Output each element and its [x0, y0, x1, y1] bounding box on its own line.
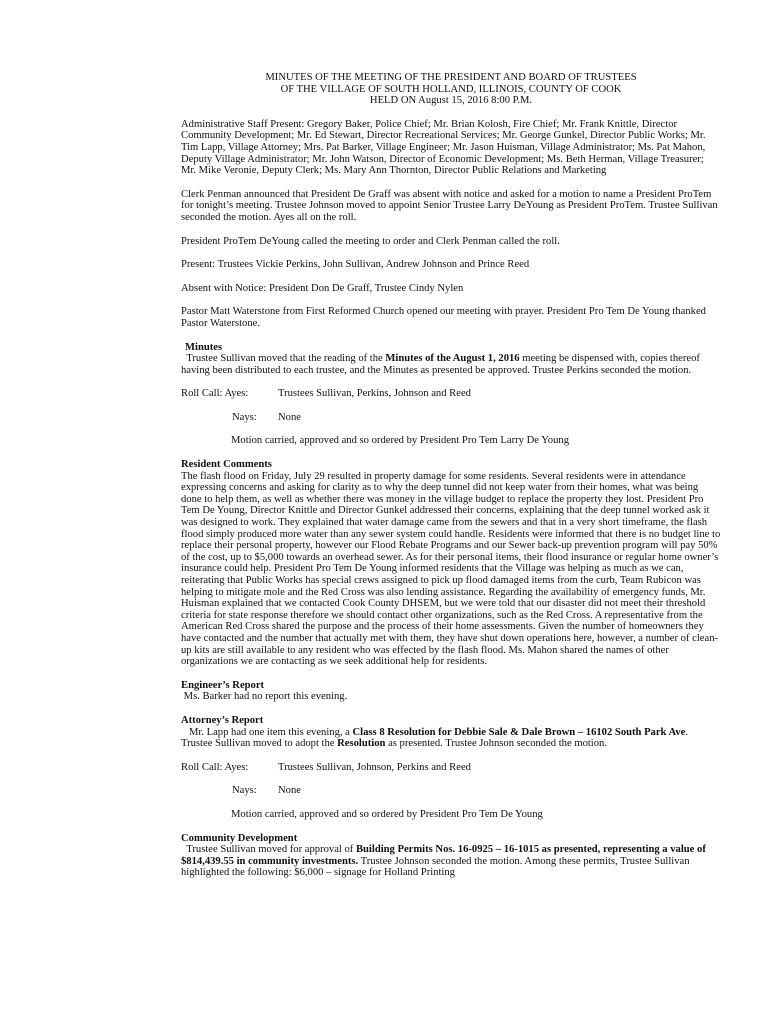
minutes-text-post: meeting be dispensed with, copies thereof having been distributed to each trustee, and the Minutes as presented be approved. Trustee Perkins seconded the motion.	[181, 353, 700, 376]
title-line-2: OF THE VILLAGE OF SOUTH HOLLAND, ILLINOIS, COUNTY OF COOK	[280, 83, 622, 95]
roll-call-ayes-label: Roll Call: Ayes:	[181, 388, 249, 400]
resident-comments-paragraph: The flash flood on Friday, July 29 resulted in property damage for some residents. Several residents were in attendance expressing concerns and asking for clarity as to why the deep tunnel did not keep water from their homes, what was being done to help them, as well as whether there was money in the village budget to replace the property they lost. President Pro Tem De Young, Director Knittle and Director Gunkel addressed their concerns, explaining that the deep tunnel worked ask it was designed to work. They explained that water damage came from the sewers and that in a very short timeframe, the flash flood simply produced more water than any sewer system could handle. Residents were informed that there is no budget line to replace their personal property, however our Flood Rebate Programs and our Sewer back-up prevention program will pay 50% of the cost, up to $5,000 towards an overhead sewer. As for their personal items, their flood insurance or regular home owner’s insurance could help. President Pro Tem De Young informed residents that the Village was helping as much as we can, reiterating that Public Works has special crews assigned to pick up flood damaged items from the curb, Team Rubicon was helping to mitigate mole and the Red Cross was also lending assistance. Regarding the availability of emergency funds, Mr. Huisman explained that we contacted Cook County DHSEM, but we were told that our disaster did not meet their threshold criteria for state response therefore we should contact other organizations, such as the Red Cross. A representative from the American Red Cross shared the purpose and the process of their home assessments. Given the number of homeowners they have contacted and the number that actually met with them, they have shut down operations here, however, a number of clean-up kits are still available to any resident who was effected by the flash flood. Ms. Mahon shared the names of other organizations we are contacting as we seek additional help for residents.	[181, 470, 721, 668]
prayer-paragraph: Pastor Matt Waterstone from First Reformed Church opened our meeting with prayer. President Pro Tem De Young thanked Pastor Waterstone.	[181, 306, 706, 329]
minutes-heading: Minutes	[185, 341, 223, 353]
attorney-text-bold: Class 8 Resolution for Debbie Sale & Dale Brown – 16102 South Park Ave	[352, 726, 686, 738]
engineer-report-paragraph	[181, 691, 721, 703]
roll-call-nays-value: None	[278, 785, 301, 797]
staff-present-paragraph: Administrative Staff Present: Gregory Baker, Police Chief; Mr. Brian Kolosh, Fire Chief; Mr. Frank Knittle, Director Community Development; Mr. Ed Stewart, Director Recreational Services; Mr. George Gunkel, Director Public Works; Mr. Tim Lapp, Village Attorney; Mrs. Pat Barker, Village Engineer; Mr. Jason Huisman, Village Administrator; Ms. Pat Mahon, Deputy Village Administrator; Mr. John Watson, Director of Economic Development; Ms. Beth Herman, Village Treasurer; Mr. Mike Veronie, Deputy Clerk; Ms. Mary Ann Thornton, Director Public Relations and Marketing	[181, 118, 706, 177]
attorney-text-mid: . Trustee Sullivan moved to adopt the	[181, 726, 689, 750]
community-development-paragraph	[181, 844, 721, 879]
community-development-heading: Community Development	[181, 832, 298, 844]
minutes-text-pre: Trustee Sullivan moved that the reading of the	[186, 353, 386, 365]
roll-call-nays-1	[181, 412, 721, 424]
engineer-report-text: Ms. Barker had no report this evening.	[183, 691, 348, 703]
attorney-report-paragraph	[181, 727, 721, 750]
community-text-pre: Trustee Sullivan moved for approval of	[186, 844, 356, 856]
engineer-report-heading: Engineer’s Report	[181, 679, 265, 691]
roll-call-ayes-value: Trustees Sullivan, Perkins, Johnson and Reed	[278, 388, 471, 400]
roll-call-ayes-1	[181, 388, 721, 400]
resident-comments-heading: Resident Comments	[181, 459, 272, 471]
clerk-announcement-paragraph: Clerk Penman announced that President De Graff was absent with notice and asked for a motion to name a President ProTem for tonight’s meeting. Trustee Johnson moved to appoint Senior Trustee Larry DeYoung as President ProTem. Trustee Sullivan seconded the motion. Ayes all on the roll.	[181, 188, 718, 223]
motion-carried-1: Motion carried, approved and so ordered by President Pro Tem Larry De Young	[231, 435, 569, 447]
roll-call-ayes-label: Roll Call: Ayes:	[181, 761, 249, 773]
title-line-1: MINUTES OF THE MEETING OF THE PRESIDENT AND BOARD OF TRUSTEES	[265, 72, 637, 83]
attorney-text-post: as presented. Trustee Johnson seconded the motion.	[385, 738, 607, 750]
title-line-3: HELD ON August 15, 2016 8:00 P.M.	[369, 95, 533, 107]
attorney-text-bold-2: Resolution	[337, 738, 386, 750]
roll-call-ayes-2	[181, 762, 721, 774]
minutes-text-bold: Minutes of the August 1, 2016	[385, 353, 520, 365]
call-to-order-paragraph: President ProTem DeYoung called the meeting to order and Clerk Penman called the roll.	[181, 235, 560, 247]
roll-call-nays-2	[181, 785, 721, 797]
present-line: Present: Trustees Vickie Perkins, John Sullivan, Andrew Johnson and Prince Reed	[181, 259, 530, 271]
community-text-post: Trustee Johnson seconded the motion. Among these permits, Trustee Sullivan highlighted the following: $6,000 – signage for Holland Printing	[181, 855, 690, 879]
community-text-bold: Building Permits Nos. 16-0925 – 16-1015 as presented, representing a value of $814,439.55 in community investments.	[181, 844, 706, 867]
absent-line: Absent with Notice: President Don De Graff, Trustee Cindy Nylen	[181, 282, 464, 294]
motion-carried-2: Motion carried, approved and so ordered by President Pro Tem De Young	[231, 808, 543, 820]
attorney-text-pre: Mr. Lapp had one item this evening, a	[188, 726, 353, 738]
roll-call-ayes-value: Trustees Sullivan, Johnson, Perkins and Reed	[278, 761, 471, 773]
attorney-report-heading: Attorney’s Report	[181, 714, 264, 726]
roll-call-nays-value: None	[278, 411, 301, 423]
roll-call-nays-label: Nays:	[232, 785, 257, 797]
minutes-paragraph	[181, 353, 721, 376]
minutes-document	[181, 72, 721, 879]
roll-call-nays-label: Nays:	[232, 411, 257, 423]
